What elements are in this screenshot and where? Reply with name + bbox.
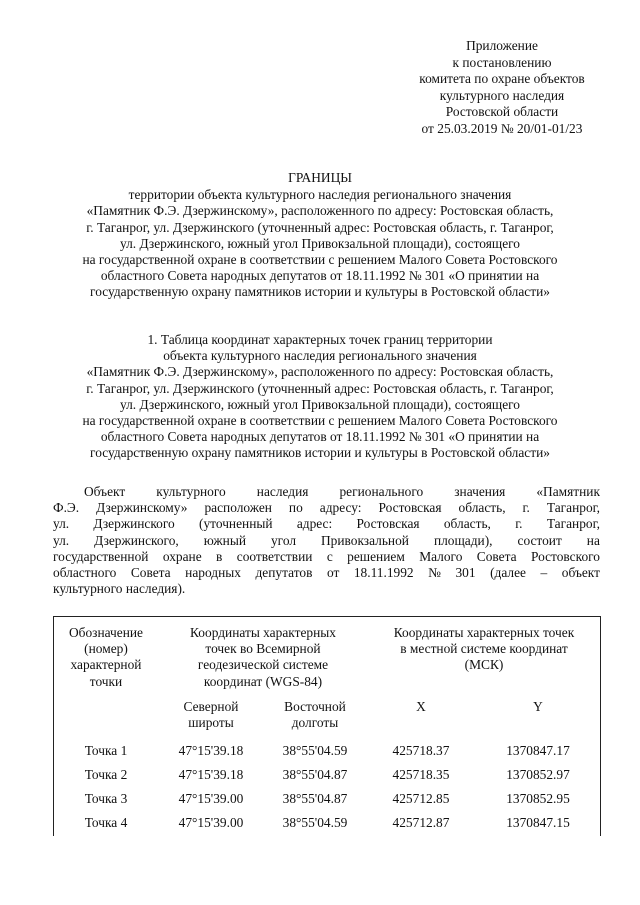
paragraph-word: народных [185,565,241,581]
table-row [53,787,601,811]
paragraph-word: по [288,500,303,516]
appendix-block [380,38,624,137]
title-line: территории объекта культурного наследия регионального значения [128,187,512,203]
paragraph-word: Ростовского [530,548,600,564]
paragraph-word: объект [561,565,600,581]
table-row [53,739,601,763]
caption-line: г. Таганрог, ул. Дзержинского (уточненный адрес: Ростовская область, г. Таганрог, [86,380,554,396]
paragraph-word: областного [53,565,117,581]
paragraph-word: Привокзальной [321,532,409,548]
caption-line: областного Совета народных депутатов от 18.11.1992 № 301 «О принятии на [100,429,540,445]
paragraph-word: регионального [339,484,424,499]
caption-line: на государственной охране в соответствии с решением Малого Совета Ростовского [82,413,558,429]
header-msk: Координаты характерных точек в местной системе координат (МСК) [393,625,575,673]
appendix-line: к постановлению [452,54,552,70]
table-row [53,811,601,835]
paragraph-word: с [326,548,333,564]
title-line: ул. Дзержинского, южный угол Привокзальной площади), состоящего [119,235,520,251]
paragraph-word: Малого [419,548,463,564]
paragraph-word: значения [454,484,506,499]
paragraph-word: от [326,565,340,581]
title-line: государственную охрану памятников истории и культуры в Ростовской области» [90,284,550,300]
paragraph-line [53,533,600,549]
paragraph-line [53,516,600,532]
title-line: г. Таганрог, ул. Дзержинского (уточненный адрес: Ростовская область, г. Таганрог, [86,219,554,235]
paragraph-word: угол [270,532,297,548]
point-x: 425712.85 [392,790,450,806]
paragraph-word: Дзержинскому» [96,500,188,516]
point-latitude: 47°15'39.18 [178,742,244,758]
header-latitude: Северной широты [183,699,239,731]
point-name: Точка 2 [84,766,128,782]
point-name: Точка 1 [84,742,128,758]
paragraph-word: (далее [490,565,526,581]
table-header-row [53,616,601,699]
point-latitude: 47°15'39.00 [178,790,244,806]
appendix-line: Ростовской области [445,104,559,119]
point-y: 1370847.15 [506,814,570,830]
header-wgs: Координаты характерных точек во Всемирной геодезической системе координат (WGS-84) [190,625,336,689]
paragraph-word: область, [458,500,506,516]
point-name: Точка 4 [84,814,128,830]
paragraph-word: «Памятник [536,484,600,499]
header-y: Y [533,699,543,714]
paragraph-word: адресу: [319,500,362,516]
point-longitude: 38°55'04.87 [282,790,348,806]
paragraph-word: культурного [156,484,226,499]
paragraph-word: расположен [204,500,272,516]
paragraph-word: 18.11.1992 [353,565,414,581]
table-caption [30,332,610,462]
paragraph-word: – [540,565,548,581]
caption-line: «Памятник Ф.Э. Дзержинскому», расположенного по адресу: Ростовская область, [86,364,554,380]
point-y: 1370847.17 [506,742,570,758]
paragraph-word: ул. [53,532,70,548]
paragraph-word: в [216,548,223,564]
caption-line: ул. Дзержинского, южный угол Привокзальной площади), состоящего [119,396,520,412]
paragraph-word: Дзержинского [93,516,175,532]
body-paragraph [53,484,600,597]
title-line: на государственной охране в соответствии с решением Малого Совета Ростовского [82,252,558,268]
caption-line: государственную охрану памятников истории и культуры в Ростовской области» [90,445,550,461]
document-title [30,170,610,301]
header-longitude: Восточной долготы [284,699,346,731]
point-longitude: 38°55'04.59 [282,814,348,830]
paragraph-word: решением [347,548,405,564]
paragraph-line [53,549,600,565]
paragraph-word: охране [162,548,202,564]
paragraph-word: № [428,565,441,581]
paragraph-word: государственной [53,548,149,564]
paragraph-word: 301 [455,565,476,581]
header-point-name: Обозначение (номер) характерной точки [69,625,143,689]
paragraph-word: Таганрог, [546,516,600,532]
paragraph-word: Ростовская [378,500,442,516]
appendix-line: от 25.03.2019 № 20/01-01/23 [421,120,583,136]
point-x: 425718.37 [392,742,450,758]
coordinates-table [53,616,601,835]
paragraph-word: область, [443,516,491,532]
paragraph-word: Ф.Э. [53,500,80,516]
title-heading: ГРАНИЦЫ [288,170,352,185]
point-longitude: 38°55'04.59 [282,742,348,758]
caption-line: 1. Таблица координат характерных точек границ территории [147,332,493,347]
paragraph-word: г. [522,500,530,516]
paragraph-word: площади), [433,532,493,548]
paragraph-line [53,565,600,581]
paragraph-word: Совета [130,565,171,581]
paragraph-word: Объект [84,484,126,499]
point-y: 1370852.95 [506,790,570,806]
appendix-line: комитета по охране объектов [419,71,585,86]
paragraph-word: депутатов [255,565,313,581]
paragraph-line [53,581,600,597]
paragraph-line [53,500,600,516]
point-x: 425718.35 [392,766,450,782]
paragraph-word: на [586,532,600,548]
header-x: X [416,699,426,714]
paragraph-word: (уточненный [199,516,273,532]
appendix-line: Приложение [466,38,538,53]
caption-line: объекта культурного наследия регионального значения [163,348,477,364]
paragraph-word: состоит [517,532,562,548]
point-name: Точка 3 [84,790,128,806]
paragraph-word: Совета [476,548,517,564]
appendix-line: культурного наследия [439,87,565,103]
paragraph-word: наследия [256,484,309,499]
point-y: 1370852.97 [506,766,570,782]
paragraph-word: адрес: [296,516,333,532]
point-x: 425712.87 [392,814,450,830]
paragraph-word: Ростовская [356,516,420,532]
point-longitude: 38°55'04.87 [282,766,348,782]
paragraph-word: г. [515,516,523,532]
title-line: «Памятник Ф.Э. Дзержинскому», расположенного по адресу: Ростовская область, [86,203,554,219]
table-row [53,763,601,787]
paragraph-word: культурного наследия). [53,581,186,597]
paragraph-word: Таганрог, [546,500,600,516]
paragraph-line [84,484,600,500]
paragraph-word: Дзержинского, [94,532,179,548]
point-latitude: 47°15'39.00 [178,814,244,830]
paragraph-word: ул. [53,516,70,532]
paragraph-word: южный [203,532,246,548]
point-latitude: 47°15'39.18 [178,766,244,782]
title-line: областного Совета народных депутатов от 18.11.1992 № 301 «О принятии на [100,268,540,284]
paragraph-word: соответствии [236,548,313,564]
